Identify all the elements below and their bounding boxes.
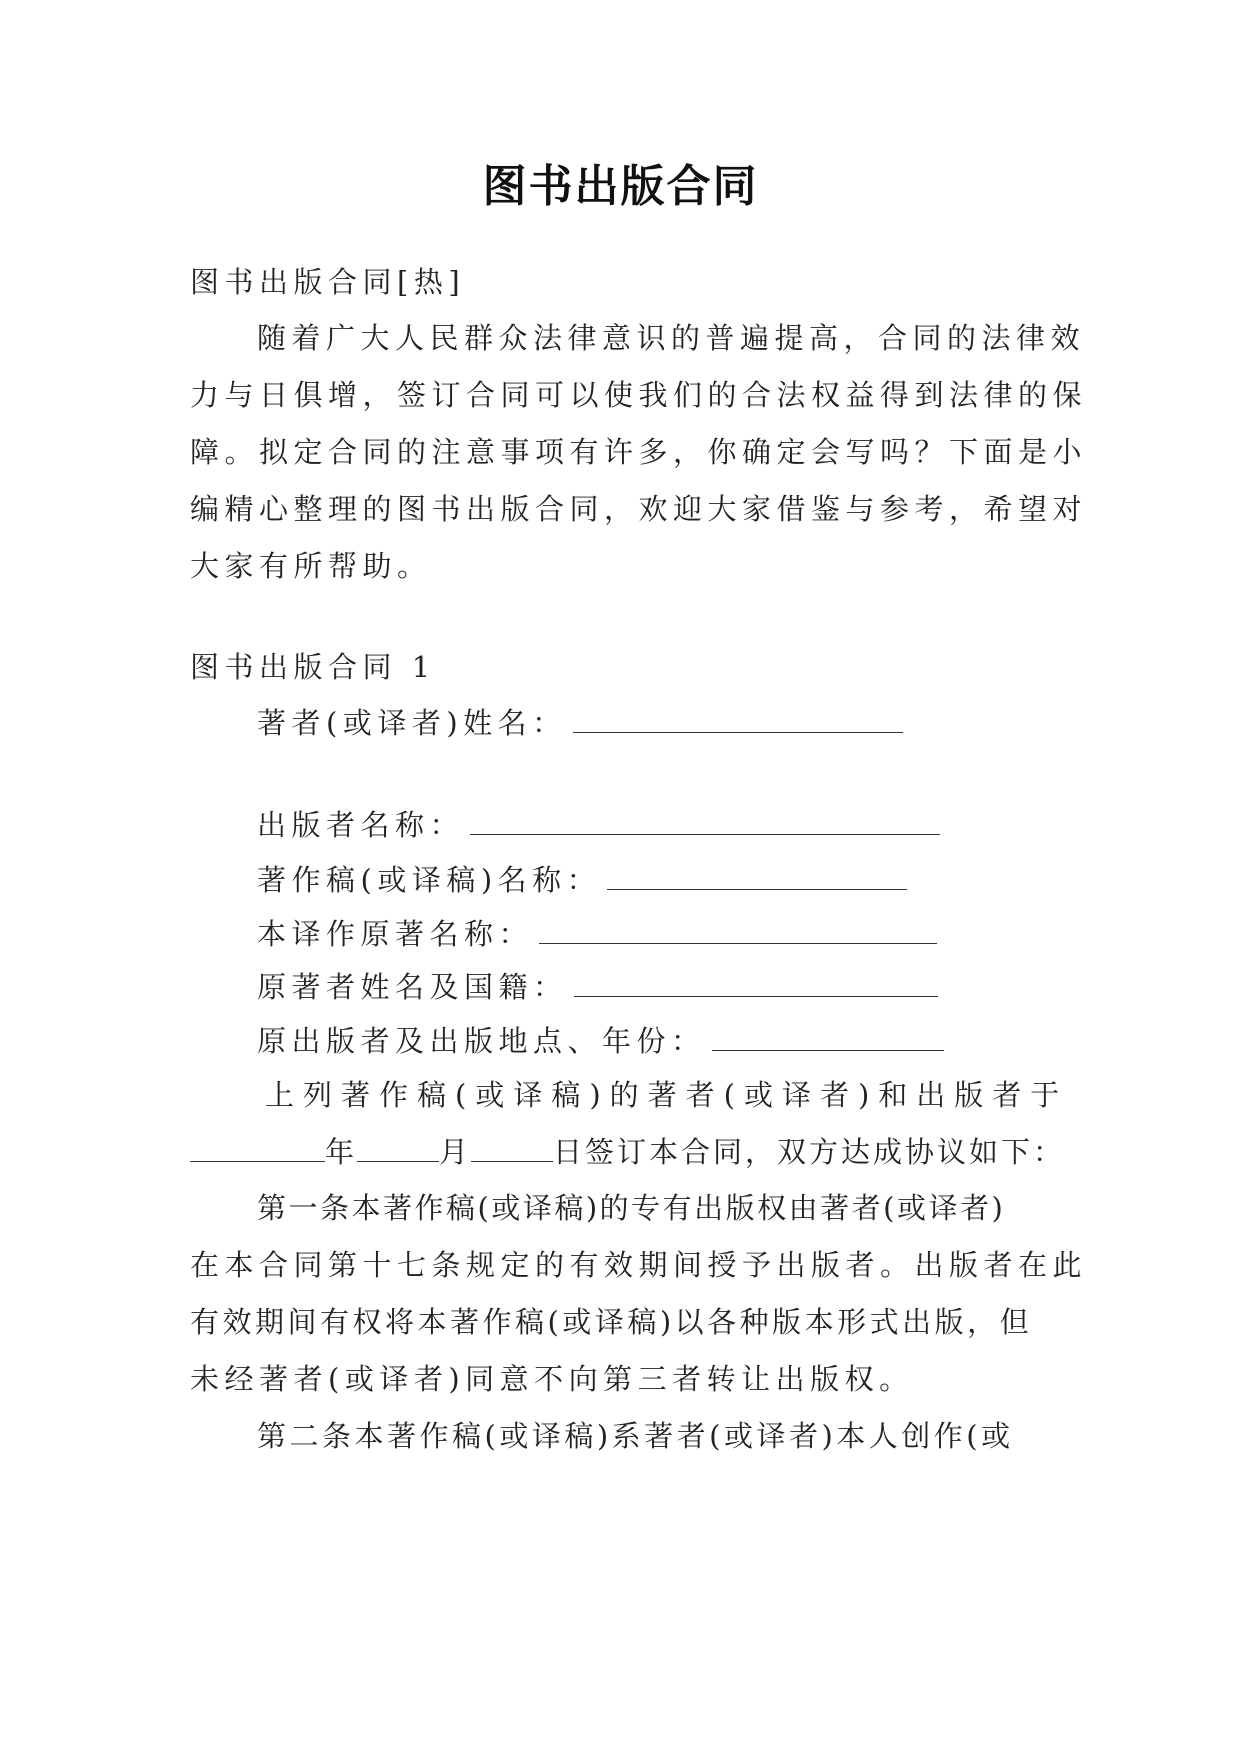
article1-line-2: 在本合同第十七条规定的有效期间授予出版者。出版者在此 [190, 1248, 1088, 1282]
article2-line-1: 第二条本著作稿(或译稿)系著者(或译者)本人创作(或 [257, 1419, 1014, 1453]
field-label: 原著者姓名及国籍： [257, 970, 568, 1004]
intro-line-1: 随着广大人民群众法律意识的普遍提高，合同的法律效 [257, 321, 1086, 355]
intro-line-2: 力与日俱增，签订合同可以使我们的合法权益得到法律的保 [190, 378, 1088, 412]
field-label: 著者(或译者)姓名： [257, 706, 567, 740]
section-heading: 图书出版合同 1 [190, 650, 436, 684]
field-label: 原出版者及出版地点、年份： [257, 1024, 706, 1058]
field-original-work-name [257, 914, 937, 954]
field-original-author [257, 967, 938, 1007]
document-subtitle: 图书出版合同[热] [190, 265, 466, 299]
field-publisher-name [257, 805, 940, 845]
year-blank [190, 1135, 325, 1162]
fill-in-line [539, 917, 937, 944]
agreement-line-2 [190, 1132, 1065, 1172]
article1-line-1: 第一条本著作稿(或译稿)的专有出版权由著者(或译者) [257, 1191, 1006, 1225]
month-blank [357, 1135, 439, 1162]
day-blank [471, 1135, 553, 1162]
fill-in-line [470, 808, 940, 835]
fill-in-line [573, 706, 903, 733]
agreement-line-1: 上列著作稿(或译稿)的著者(或译者)和出版者于 [265, 1078, 1069, 1112]
field-author-name [257, 703, 903, 743]
article1-line-3: 有效期间有权将本著作稿(或译稿)以各种版本形式出版，但 [190, 1305, 1033, 1339]
field-work-name [257, 860, 907, 900]
intro-line-4: 编精心整理的图书出版合同，欢迎大家借鉴与参考，希望对 [190, 492, 1088, 526]
article1-line-4: 未经著者(或译者)同意不向第三者转让出版权。 [190, 1362, 914, 1396]
field-label: 著作稿(或译稿)名称： [257, 863, 602, 897]
agreement-sign-text: 日签订本合同，双方达成协议如下： [553, 1135, 1066, 1169]
document-title: 图书出版合同 [482, 161, 759, 212]
intro-line-5: 大家有所帮助。 [190, 549, 432, 583]
field-original-publisher [257, 1021, 944, 1061]
intro-line-3: 障。拟定合同的注意事项有许多，你确定会写吗？下面是小 [190, 435, 1088, 469]
year-label: 年 [325, 1135, 358, 1169]
field-label: 出版者名称： [257, 808, 465, 842]
field-label: 本译作原著名称： [257, 917, 534, 951]
fill-in-line [712, 1024, 944, 1051]
month-label: 月 [439, 1135, 472, 1169]
fill-in-line [574, 970, 938, 997]
fill-in-line [607, 863, 907, 890]
